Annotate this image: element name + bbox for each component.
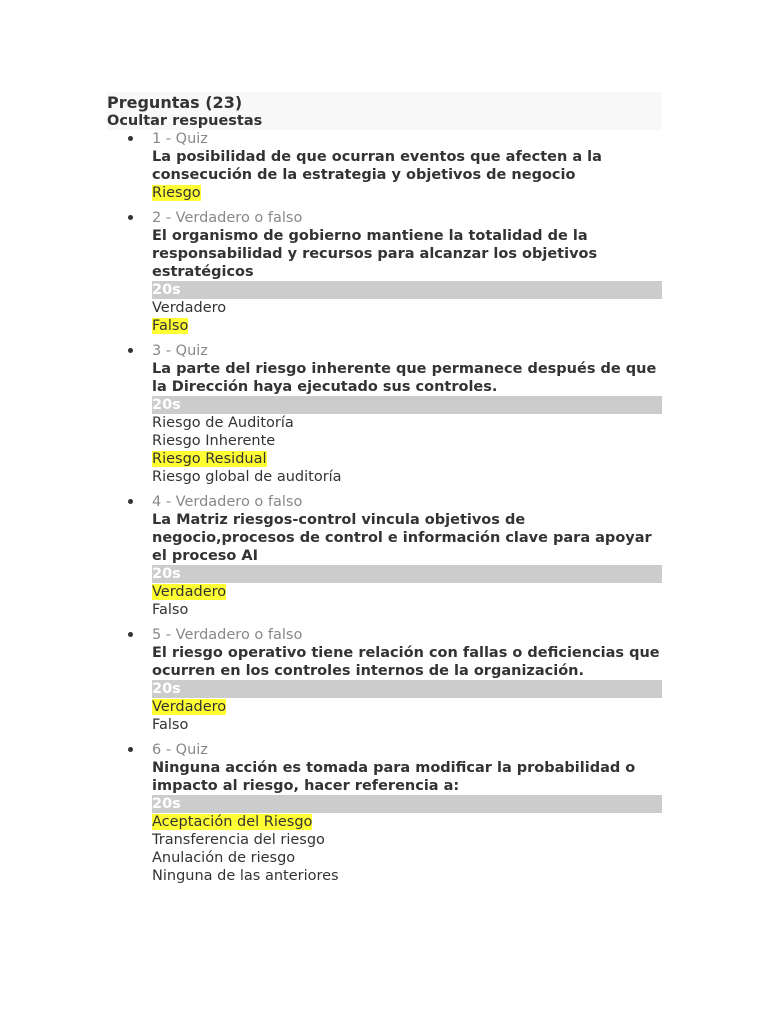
question-prompt: La parte del riesgo inherente que permanece después de que la Dirección haya ejecutado sus controles.	[152, 361, 657, 395]
answer-option-label: Verdadero	[152, 300, 227, 316]
bullet-icon	[128, 632, 133, 637]
answer-option-label: Transferencia del riesgo	[152, 832, 325, 848]
answer-option-label: Riesgo	[152, 185, 201, 201]
question-prompt: Ninguna acción es tomada para modificar la probabilidad o impacto al riesgo, hacer referencia a:	[152, 760, 636, 794]
answer-option	[152, 849, 662, 867]
hide-answers-toggle[interactable]: Ocultar respuestas	[107, 113, 263, 129]
bullet-icon	[128, 348, 133, 353]
timer-bar: 20s	[152, 795, 662, 813]
bullet-icon	[128, 499, 133, 504]
answer-option	[152, 468, 662, 486]
bullet-icon	[128, 747, 133, 752]
question-item	[107, 493, 662, 619]
page-title: Preguntas (23)	[107, 93, 243, 112]
question-list	[107, 130, 662, 885]
question-prompt: El riesgo operativo tiene relación con fallas o deficiencias que ocurren en los controles internos de la organización.	[152, 645, 660, 679]
correct-answer-option	[152, 317, 662, 335]
answer-option-label: Riesgo de Auditoría	[152, 415, 294, 431]
question-meta: 1 - Quiz	[152, 131, 208, 147]
question-item	[107, 741, 662, 885]
timer-bar: 20s	[152, 565, 662, 583]
question-meta: 3 - Quiz	[152, 343, 208, 359]
answer-option-label: Riesgo Inherente	[152, 433, 276, 449]
question-item	[107, 626, 662, 734]
timer-bar: 20s	[152, 281, 662, 299]
answer-option-label: Falso	[152, 318, 189, 334]
answer-option-label: Anulación de riesgo	[152, 850, 296, 866]
bullet-icon	[128, 136, 133, 141]
answer-option-label: Aceptación del Riesgo	[152, 814, 313, 830]
answer-option-label: Verdadero	[152, 699, 227, 715]
answer-option	[152, 414, 662, 432]
answer-option	[152, 716, 662, 734]
timer-bar: 20s	[152, 680, 662, 698]
question-meta: 6 - Quiz	[152, 742, 208, 758]
answer-option-label: Falso	[152, 717, 189, 733]
question-item	[107, 209, 662, 335]
correct-answer-option	[152, 698, 662, 716]
answer-option-label: Verdadero	[152, 584, 227, 600]
question-prompt: La posibilidad de que ocurran eventos que afecten a la consecución de la estrategia y objetivos de negocio	[152, 149, 602, 183]
quiz-page	[107, 92, 662, 892]
correct-answer-option	[152, 450, 662, 468]
timer-bar: 20s	[152, 396, 662, 414]
answer-option	[152, 867, 662, 885]
bullet-icon	[128, 215, 133, 220]
questions-header	[107, 92, 662, 130]
question-meta: 4 - Verdadero o falso	[152, 494, 303, 510]
answer-option-label: Riesgo Residual	[152, 451, 267, 467]
question-meta: 5 - Verdadero o falso	[152, 627, 303, 643]
answer-option-label: Ninguna de las anteriores	[152, 868, 339, 884]
answer-option	[152, 299, 662, 317]
question-prompt: La Matriz riesgos-control vincula objetivos de negocio,procesos de control e información clave para apoyar el proceso AI	[152, 512, 652, 564]
answer-option-label: Falso	[152, 602, 189, 618]
question-prompt: El organismo de gobierno mantiene la totalidad de la responsabilidad y recursos para alcanzar los objetivos estratégicos	[152, 228, 598, 280]
answer-option	[152, 831, 662, 849]
question-item	[107, 342, 662, 486]
question-item	[107, 130, 662, 202]
answer-option	[152, 601, 662, 619]
answer-option	[152, 432, 662, 450]
answer-option-label: Riesgo global de auditoría	[152, 469, 342, 485]
question-meta: 2 - Verdadero o falso	[152, 210, 303, 226]
correct-answer-option	[152, 583, 662, 601]
correct-answer-option	[152, 184, 662, 202]
correct-answer-option	[152, 813, 662, 831]
